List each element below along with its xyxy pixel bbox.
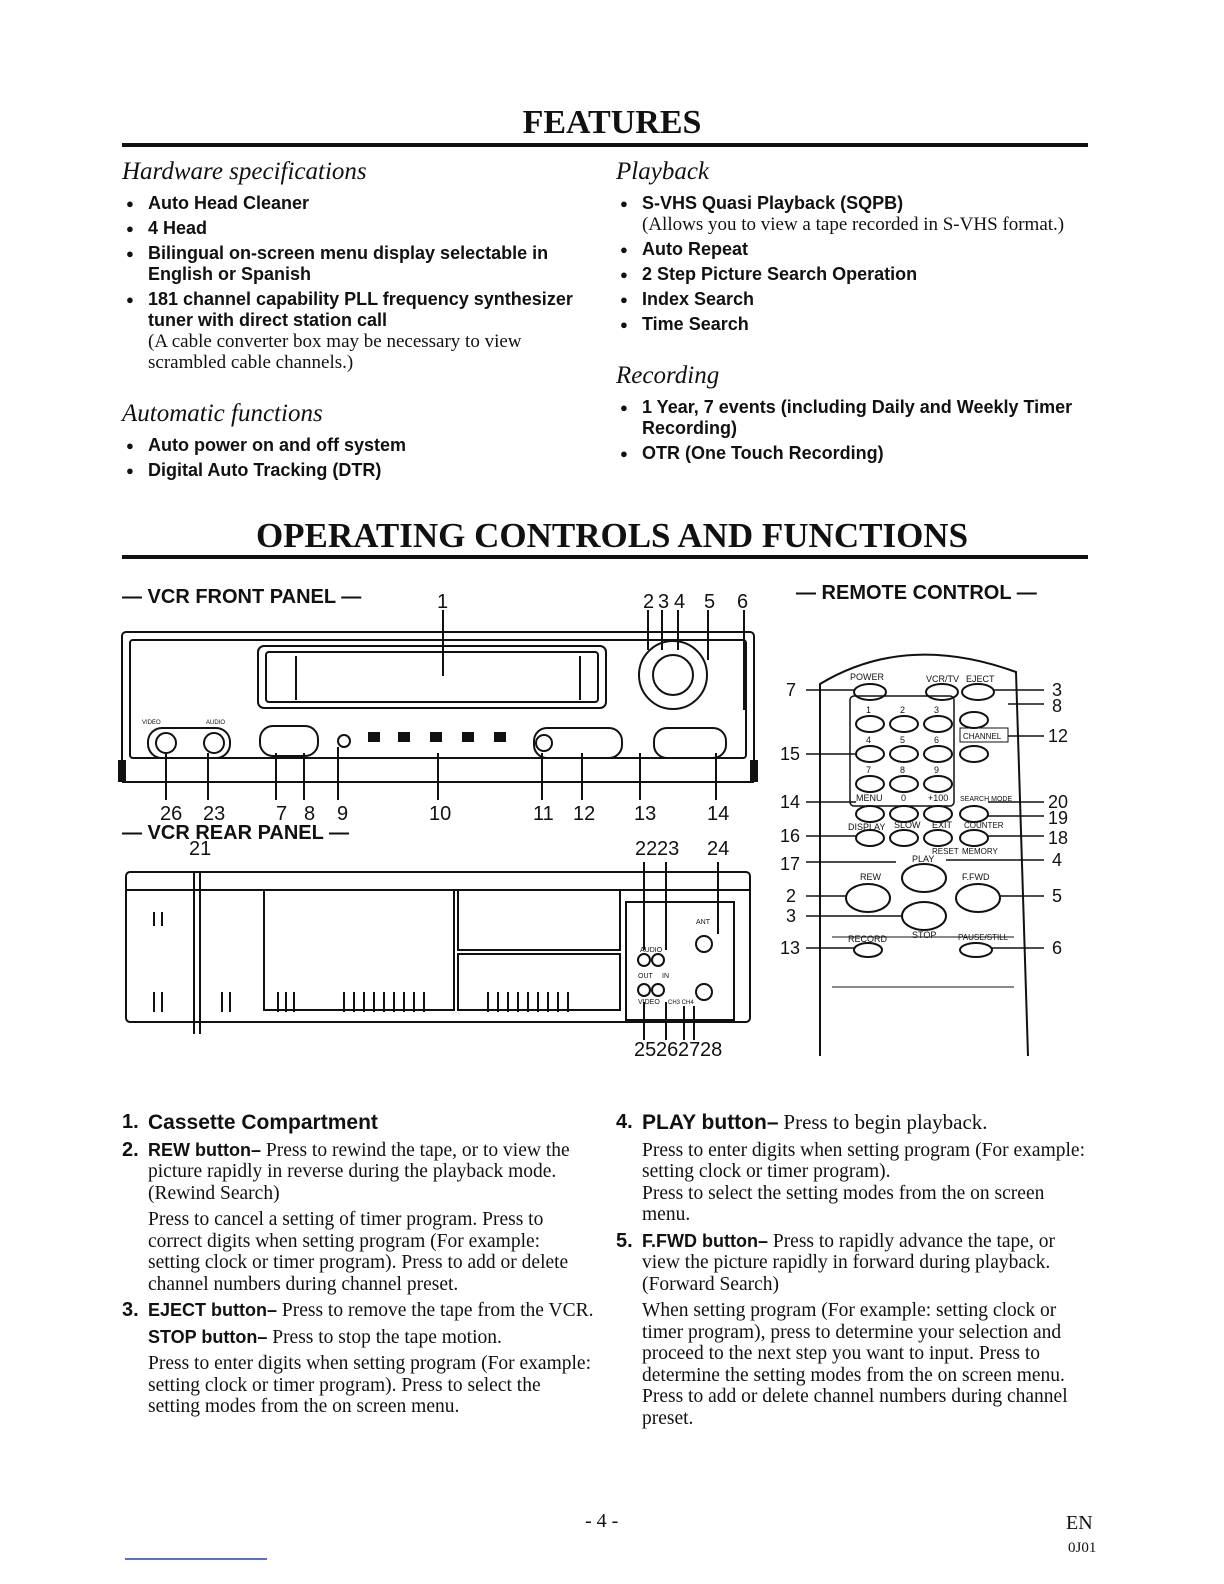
callout-4: 4: [674, 591, 686, 613]
features-title: FEATURES: [522, 104, 702, 141]
callout-3: 3: [658, 591, 670, 613]
remote-stop-label: STOP: [912, 930, 937, 940]
descriptions-left: [122, 1112, 596, 1423]
remote-pause-label: PAUSE/STILL: [958, 933, 1009, 942]
desc-item-4: 4. PLAY button– Press to begin playback.: [616, 1110, 988, 1134]
remote-slow-label: SLOW: [894, 820, 921, 830]
list-item: ● Time Search: [616, 314, 1091, 335]
ch-switch-label: CH3 CH4: [668, 1000, 694, 1006]
callout-21: 21: [189, 838, 212, 860]
desc-item-stop: STOP button– Press to stop the tape motion.: [148, 1326, 502, 1348]
remote-callout-6: 6: [1052, 938, 1063, 958]
hardware-list: [122, 193, 597, 377]
document-code: 0J01: [1068, 1540, 1097, 1556]
remote-display-label: DISPLAY: [848, 822, 886, 832]
remote-callout-18: 18: [1048, 828, 1069, 848]
remote-callout-20: 20: [1048, 792, 1069, 812]
remote-power-label: POWER: [850, 672, 885, 682]
callout-11: 11: [533, 803, 554, 825]
remote-reset-label: RESET: [932, 847, 959, 856]
remote-digit-2: 2: [900, 705, 906, 715]
features-rule: [122, 143, 1088, 147]
desc-item-4-para1: Press to enter digits when setting program (For example: setting clock or timer program).: [642, 1139, 1085, 1182]
list-item: ● 181 channel capability PLL frequency synthesizer tuner with direct station call (A cable converter box may be necessary to view scrambled cable channels.): [122, 289, 597, 373]
remote-callout-8: 8: [1052, 696, 1063, 716]
hardware-heading: Hardware specifications: [122, 158, 367, 185]
operating-title: OPERATING CONTROLS AND FUNCTIONS: [255, 516, 969, 555]
remote-callout-15: 15: [780, 744, 801, 764]
vcr-rear-panel-illustration: [118, 862, 763, 1047]
remote-label: — REMOTE CONTROL —: [796, 582, 1037, 604]
remote-callout-5: 5: [1052, 886, 1063, 906]
svhs-note: (Allows you to view a tape recorded in S-VHS format.): [642, 214, 1065, 235]
language-code: EN: [1066, 1512, 1093, 1534]
callout-10: 10: [429, 803, 452, 825]
list-item: ● 4 Head: [122, 218, 597, 239]
remote-digit-5: 5: [900, 735, 906, 745]
callout-12: 12: [573, 803, 596, 825]
remote-ffwd-label: F.FWD: [962, 872, 990, 882]
remote-callout-12: 12: [1048, 726, 1069, 746]
audio-jack-label: AUDIO: [206, 720, 226, 726]
playback-heading: Playback: [616, 158, 710, 185]
remote-zero-label: 0: [901, 793, 907, 803]
recording-list: [616, 397, 1091, 468]
remote-digit-4: 4: [866, 735, 872, 745]
rear-out-label: OUT: [638, 973, 653, 980]
remote-digit-1: 1: [866, 705, 872, 715]
remote-exit-label: EXIT: [932, 820, 953, 830]
remote-callout-4: 4: [1052, 850, 1063, 870]
remote-counter-label: COUNTER: [964, 821, 1004, 830]
remote-callout-16: 16: [780, 826, 801, 846]
recording-heading: Recording: [616, 362, 720, 389]
video-jack-label: VIDEO: [142, 720, 161, 726]
callout-5: 5: [704, 591, 716, 613]
remote-callout-3: 3: [786, 906, 797, 926]
callout-13: 13: [634, 803, 657, 825]
desc-item-5-para: When setting program (For example: setting clock or timer program), press to determine your selection and proceed to the next step you want to input. Press to determine the setting modes from the on screen menu. Press to add or delete channel numbers during channel preset.: [642, 1300, 1068, 1429]
callout-26: 26: [160, 803, 183, 825]
callout-27: 27: [678, 1039, 701, 1061]
playback-list: [616, 193, 1091, 339]
remote-digit-3: 3: [934, 705, 940, 715]
callout-23-rear: 23: [657, 838, 680, 860]
cable-note: (A cable converter box may be necessary to view scrambled cable channels.): [148, 331, 522, 373]
list-item: ● Auto Head Cleaner: [122, 193, 597, 214]
rear-video-label: VIDEO: [638, 999, 660, 1006]
remote-channel-label: CHANNEL: [963, 732, 1002, 741]
remote-control-illustration: [776, 632, 1086, 1062]
footer-divider: [125, 1558, 267, 1560]
callout-23: 23: [203, 803, 226, 825]
desc-item-2-para: Press to cancel a setting of timer program. Press to correct digits when setting program (For example: setting clock or timer program). Press to add or delete channel numbers during channel preset.: [148, 1209, 569, 1295]
desc-item-1: 1. Cassette Compartment: [122, 1111, 378, 1134]
callout-2: 2: [643, 591, 655, 613]
operating-rule: [122, 555, 1088, 559]
desc-item-4-para2: Press to select the setting modes from the on screen menu.: [642, 1182, 1045, 1225]
list-item: ● OTR (One Touch Recording): [616, 443, 1091, 464]
list-item: ● S-VHS Quasi Playback (SQPB) (Allows you to view a tape recorded in S-VHS format.): [616, 193, 1091, 235]
remote-play-label: PLAY: [912, 854, 935, 864]
automatic-heading: Automatic functions: [122, 400, 323, 427]
remote-callout-3r: 3: [1052, 680, 1063, 700]
callout-7: 7: [276, 803, 288, 825]
remote-callout-17: 17: [780, 854, 801, 874]
vcr-front-panel-illustration: [118, 610, 763, 805]
remote-rew-label: REW: [860, 872, 881, 882]
remote-callout-2: 2: [786, 886, 797, 906]
remote-eject-label: EJECT: [966, 674, 995, 684]
callout-8: 8: [304, 803, 316, 825]
remote-digit-8: 8: [900, 765, 906, 775]
desc-item-3: 3. EJECT button– Press to remove the tape from the VCR.: [122, 1299, 594, 1321]
rear-panel-label: — VCR REAR PANEL —: [122, 822, 350, 844]
rear-audio-label: AUDIO: [640, 947, 663, 954]
list-item: ● Digital Auto Tracking (DTR): [122, 460, 597, 481]
remote-callout-19: 19: [1048, 808, 1069, 828]
automatic-list: [122, 435, 597, 485]
rear-in-label: IN: [662, 973, 669, 980]
remote-digit-7: 7: [866, 765, 872, 775]
callout-26-rear: 26: [656, 1039, 679, 1061]
ant-label: ANT: [696, 919, 710, 926]
desc-item-5: 5. F.FWD button– Press to rapidly advance the tape, or view the picture rapidly in forward during playback. (Forward Search): [616, 1229, 1055, 1295]
remote-digit-9: 9: [934, 765, 940, 775]
callout-24: 24: [707, 838, 730, 860]
remote-search-mode-label: SEARCH MODE: [960, 796, 1013, 803]
list-item: ● 1 Year, 7 events (including Daily and Weekly Timer Recording): [616, 397, 1091, 439]
remote-memory-label: MEMORY: [962, 847, 998, 856]
callout-25: 25: [634, 1039, 657, 1061]
desc-item-stop-para: Press to enter digits when setting program (For example: setting clock or timer program). Press to select the setting modes from the on screen menu.: [148, 1353, 591, 1417]
callout-9: 9: [337, 803, 349, 825]
remote-vcrtv-label: VCR/TV: [926, 674, 960, 684]
descriptions-right: [616, 1112, 1090, 1434]
remote-callout-7: 7: [786, 680, 797, 700]
list-item: ● Auto Repeat: [616, 239, 1091, 260]
remote-callout-14: 14: [780, 792, 801, 812]
callout-6: 6: [737, 591, 749, 613]
callout-28: 28: [700, 1039, 723, 1061]
list-item: ● Auto power on and off system: [122, 435, 597, 456]
front-panel-label: — VCR FRONT PANEL —: [122, 586, 362, 608]
list-item: ● 2 Step Picture Search Operation: [616, 264, 1091, 285]
page-number: - 4 -: [585, 1510, 619, 1532]
remote-callout-13: 13: [780, 938, 801, 958]
callout-22: 22: [635, 838, 658, 860]
list-item: ● Bilingual on-screen menu display selectable in English or Spanish: [122, 243, 597, 285]
remote-plus100-label: +100: [928, 793, 949, 803]
desc-item-2: 2. REW button– Press to rewind the tape, or to view the picture rapidly in reverse during the playback mode. (Rewind Search): [122, 1138, 570, 1204]
callout-1: 1: [437, 591, 449, 613]
list-item: ● Index Search: [616, 289, 1091, 310]
callout-14: 14: [707, 803, 730, 825]
remote-digit-6: 6: [934, 735, 940, 745]
remote-menu-label: MENU: [856, 793, 883, 803]
remote-record-label: RECORD: [848, 934, 888, 944]
